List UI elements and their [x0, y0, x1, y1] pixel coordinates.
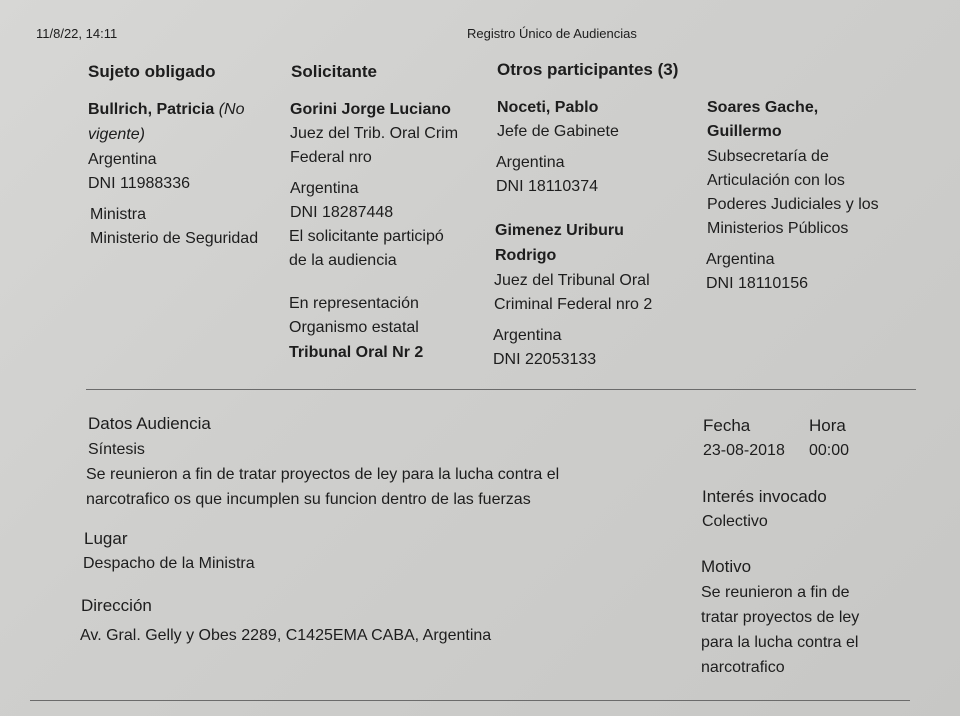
participant-2-name-2: Rodrigo: [495, 247, 557, 264]
participant-1-name: Noceti, Pablo: [497, 99, 599, 116]
solicitante-rep-3: Tribunal Oral Nr 2: [289, 344, 424, 361]
interes-value: Colectivo: [702, 513, 768, 530]
sujeto-name: Bullrich, Patricia: [88, 101, 215, 118]
direccion-value: Av. Gral. Gelly y Obes 2289, C1425EMA CABA, Argentina: [80, 627, 492, 644]
motivo-label: Motivo: [701, 557, 752, 576]
sujeto-status-note: (No: [218, 101, 245, 118]
solicitante-title-2: Federal nro: [290, 149, 372, 166]
audiencia-heading: Datos Audiencia: [88, 414, 211, 433]
participant-3-name-2: Guillermo: [707, 123, 782, 140]
participant-2-dni: DNI 22053133: [493, 351, 597, 368]
lugar-label: Lugar: [84, 529, 128, 548]
solicitante-dni: DNI 18287448: [290, 204, 394, 221]
participant-1-country: Argentina: [496, 154, 565, 171]
participant-3-role-2: Articulación con los: [707, 172, 845, 189]
bottom-divider: [30, 700, 910, 701]
hora-label: Hora: [809, 416, 846, 435]
fecha-value: 23-08-2018: [703, 442, 785, 459]
solicitante-note-1: El solicitante participó: [289, 228, 444, 245]
motivo-text-1: Se reunieron a fin de: [701, 584, 850, 601]
solicitante-heading: Solicitante: [291, 62, 377, 81]
hora-value: 00:00: [809, 442, 850, 459]
fecha-label: Fecha: [703, 416, 751, 435]
motivo-text-3: para la lucha contra el: [701, 634, 859, 651]
participant-2-country: Argentina: [493, 327, 562, 344]
motivo-text-2: tratar proyectos de ley: [701, 609, 860, 626]
direccion-label: Dirección: [81, 596, 152, 615]
sintesis-label: Síntesis: [88, 441, 145, 458]
sujeto-country: Argentina: [88, 151, 157, 168]
sujeto-heading: Sujeto obligado: [88, 62, 216, 81]
participant-2-role-1: Juez del Tribunal Oral: [494, 272, 650, 289]
solicitante-title-1: Juez del Trib. Oral Crim: [290, 125, 459, 142]
participant-3-name-1: Soares Gache,: [707, 99, 819, 116]
print-timestamp: 11/8/22, 14:11: [36, 26, 118, 41]
sujeto-status-note-2: vigente): [88, 126, 145, 143]
participant-1-role: Jefe de Gabinete: [497, 123, 619, 140]
sujeto-role: Ministra: [90, 206, 147, 223]
otros-heading: Otros participantes (3): [497, 60, 679, 79]
participant-3-role-4: Ministerios Públicos: [707, 220, 849, 237]
interes-label: Interés invocado: [702, 487, 827, 506]
solicitante-rep-1: En representación: [289, 295, 419, 312]
participant-3-role-1: Subsecretaría de: [707, 148, 829, 165]
solicitante-note-2: de la audiencia: [289, 252, 397, 269]
lugar-value: Despacho de la Ministra: [83, 555, 255, 572]
sujeto-dni: DNI 11988336: [88, 175, 190, 192]
page-title: Registro Único de Audiencias: [467, 26, 637, 41]
sujeto-org: Ministerio de Seguridad: [90, 230, 259, 247]
section-divider: [86, 389, 916, 390]
participant-3-country: Argentina: [706, 251, 775, 268]
solicitante-name: Gorini Jorge Luciano: [290, 101, 451, 118]
motivo-text-4: narcotrafico: [701, 659, 785, 676]
sujeto-name-line: [88, 98, 245, 122]
participant-1-dni: DNI 18110374: [496, 178, 598, 195]
sintesis-text-1: Se reunieron a fin de tratar proyectos de ley para la lucha contra el: [86, 466, 560, 483]
participant-3-dni: DNI 18110156: [706, 275, 808, 292]
sintesis-text-2: narcotrafico os que incumplen su funcion dentro de las fuerzas: [86, 491, 531, 508]
solicitante-country: Argentina: [290, 180, 359, 197]
participant-2-role-2: Criminal Federal nro 2: [494, 296, 653, 313]
participant-2-name-1: Gimenez Uriburu: [495, 222, 624, 239]
participant-3-role-3: Poderes Judiciales y los: [707, 196, 879, 213]
solicitante-rep-2: Organismo estatal: [289, 319, 419, 336]
